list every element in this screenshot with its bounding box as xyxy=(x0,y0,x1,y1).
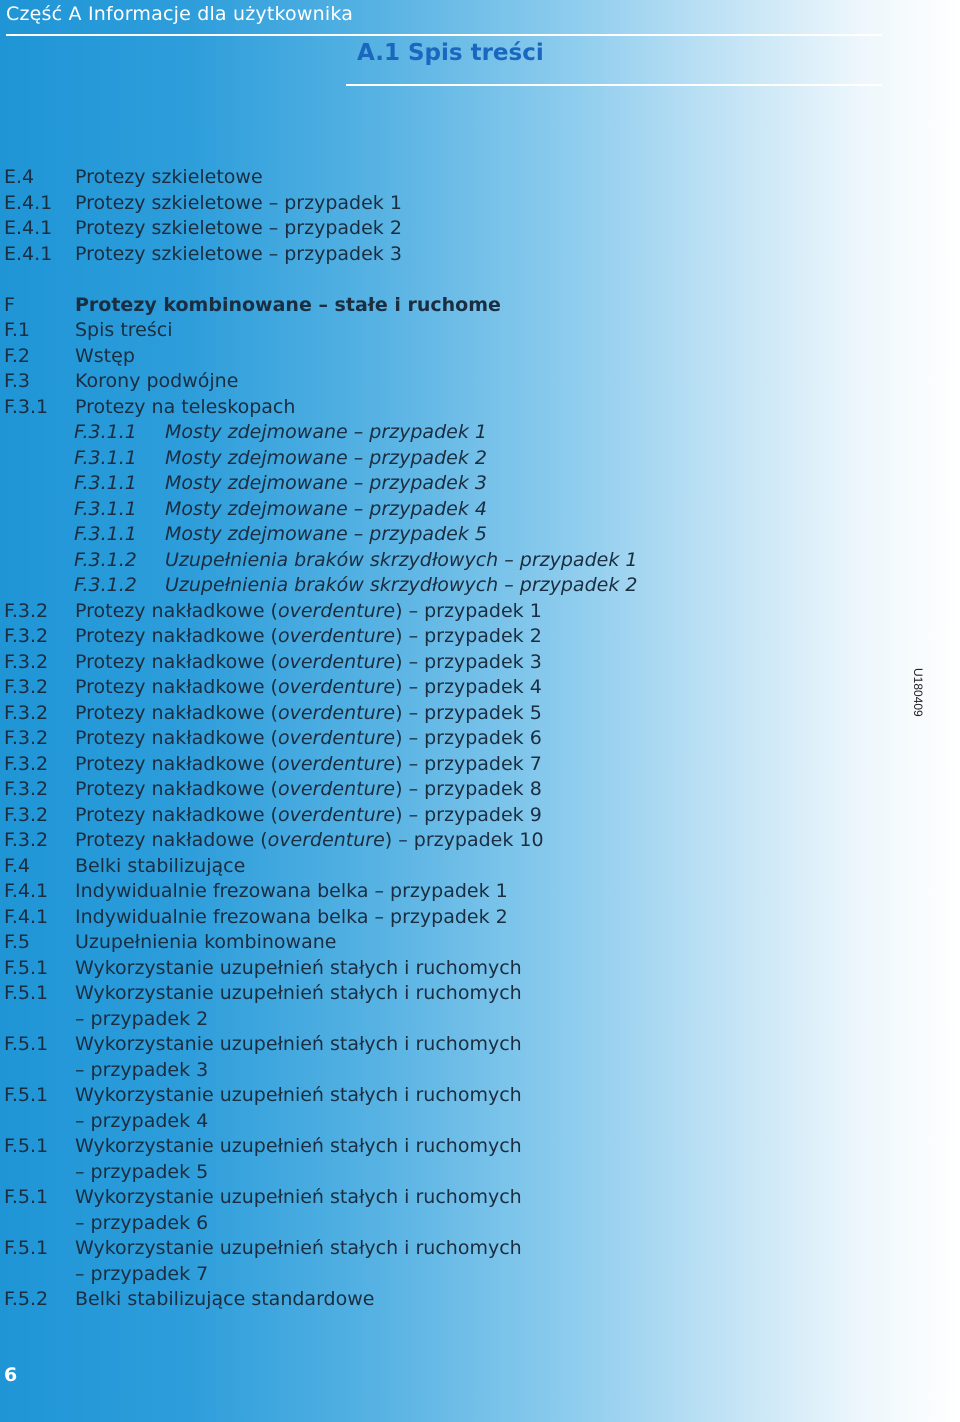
toc-entry-number: F.3.2 xyxy=(4,829,49,851)
toc-entry xyxy=(4,752,904,778)
toc-entry-number: F.3 xyxy=(4,370,31,392)
toc-entry-number: F.3.1.1 xyxy=(74,446,137,469)
toc-entry-number: F.4.1 xyxy=(4,905,49,928)
toc-entry-emphasis: overdenture xyxy=(277,625,396,647)
toc-entry xyxy=(4,905,904,931)
toc-entry-number: F.5.1 xyxy=(4,1186,49,1208)
toc-entry-title: Wykorzystanie uzupełnień stałych i ruchomych xyxy=(75,1186,522,1208)
toc-entry xyxy=(4,1058,904,1084)
toc-entry xyxy=(4,675,904,701)
toc-entry xyxy=(4,293,904,319)
toc-entry-title: Mosty zdejmowane – przypadek 2 xyxy=(165,446,487,469)
toc-entry-title: – przypadek 4 xyxy=(75,1109,209,1132)
toc-entry-emphasis: overdenture xyxy=(267,829,385,851)
toc-entry xyxy=(4,1287,904,1313)
toc-entry-title: Wykorzystanie uzupełnień stałych i ruchomych xyxy=(75,1033,522,1055)
table-of-contents xyxy=(4,165,904,1313)
toc-entry xyxy=(4,1134,904,1160)
toc-entry xyxy=(4,522,904,548)
toc-entry xyxy=(4,879,904,905)
toc-entry-emphasis: overdenture xyxy=(277,650,396,673)
toc-entry-emphasis: overdenture xyxy=(277,803,396,826)
toc-group-e xyxy=(4,165,904,267)
toc-entry-number: F.3.2 xyxy=(4,803,49,826)
toc-entry-title: Protezy nakładkowe (overdenture) – przypadek 8 xyxy=(75,778,542,800)
toc-entry-number: F.2 xyxy=(4,344,31,367)
toc-entry-title: Belki stabilizujące xyxy=(75,854,246,877)
toc-gap xyxy=(4,267,904,293)
toc-entry xyxy=(4,216,904,242)
document-code: U180409 xyxy=(911,668,925,717)
toc-entry-title: Protezy nakładkowe (overdenture) – przypadek 5 xyxy=(75,701,542,724)
toc-entry xyxy=(4,1236,904,1262)
toc-entry xyxy=(4,1185,904,1211)
toc-entry-number: F.3.2 xyxy=(4,676,49,698)
toc-entry-title: Indywidualnie frezowana belka – przypadek 2 xyxy=(75,905,508,928)
toc-entry xyxy=(4,828,904,854)
toc-entry xyxy=(4,573,904,599)
toc-entry xyxy=(4,471,904,497)
toc-entry-title: Protezy szkieletowe xyxy=(75,166,263,188)
page-number: 6 xyxy=(4,1364,18,1386)
toc-entry xyxy=(4,1211,904,1237)
toc-entry-emphasis: overdenture xyxy=(277,752,396,775)
toc-entry xyxy=(4,191,904,217)
toc-entry xyxy=(4,1262,904,1288)
toc-entry-emphasis: overdenture xyxy=(277,701,396,724)
toc-entry-title: Protezy szkieletowe – przypadek 3 xyxy=(75,242,402,265)
toc-entry-number: F.3.1 xyxy=(4,395,49,418)
toc-entry-title: Wstęp xyxy=(75,344,135,367)
toc-entry-title: Mosty zdejmowane – przypadek 4 xyxy=(165,497,487,520)
toc-entry-number: F.3.2 xyxy=(4,778,49,800)
toc-entry-title: Wykorzystanie uzupełnień stałych i ruchomych xyxy=(75,956,522,979)
toc-entry-title: Protezy nakładkowe (overdenture) – przypadek 9 xyxy=(75,803,542,826)
toc-entry-title: Indywidualnie frezowana belka – przypadek 1 xyxy=(75,880,508,902)
toc-entry xyxy=(4,165,904,191)
toc-entry xyxy=(4,956,904,982)
toc-entry xyxy=(4,369,904,395)
toc-entry-number: E.4.1 xyxy=(4,217,53,239)
toc-entry-number: F.5.1 xyxy=(4,1033,49,1055)
toc-entry-title: Korony podwójne xyxy=(75,370,239,392)
toc-entry-title: Protezy nakładkowe (overdenture) – przypadek 1 xyxy=(75,599,542,622)
toc-entry-number: F.3.2 xyxy=(4,650,49,673)
toc-entry-title: Uzupełnienia kombinowane xyxy=(75,931,337,953)
toc-entry xyxy=(4,395,904,421)
toc-entry-title: Mosty zdejmowane – przypadek 5 xyxy=(165,523,487,545)
toc-entry-emphasis: overdenture xyxy=(277,778,396,800)
toc-entry-title: Belki stabilizujące standardowe xyxy=(75,1288,375,1310)
toc-entry-title: Wykorzystanie uzupełnień stałych i ruchomych xyxy=(75,982,522,1004)
toc-entry xyxy=(4,344,904,370)
toc-entry-title: Spis treści xyxy=(75,319,173,341)
toc-entry-number: F.1 xyxy=(4,319,31,341)
toc-entry-title: Wykorzystanie uzupełnień stałych i ruchomych xyxy=(75,1084,522,1106)
toc-entry-title: Protezy nakładkowe (overdenture) – przypadek 2 xyxy=(75,625,542,647)
toc-entry-number: F.3.2 xyxy=(4,625,49,647)
toc-entry xyxy=(4,701,904,727)
toc-entry-emphasis: overdenture xyxy=(277,676,396,698)
toc-entry-number: F.3.1.1 xyxy=(74,421,137,443)
toc-entry xyxy=(4,726,904,752)
toc-entry xyxy=(4,420,904,446)
header-rule-top xyxy=(6,34,882,36)
toc-entry-title: – przypadek 6 xyxy=(75,1211,209,1234)
toc-entry xyxy=(4,599,904,625)
toc-entry-title: Protezy szkieletowe – przypadek 2 xyxy=(75,217,402,239)
toc-entry-title: Protezy nakładowe (overdenture) – przypadek 10 xyxy=(75,829,544,851)
toc-entry xyxy=(4,1032,904,1058)
toc-entry-number: F.3.1.2 xyxy=(74,574,137,596)
toc-entry-title: Protezy nakładkowe (overdenture) – przypadek 6 xyxy=(75,727,542,749)
page-title: A.1 Spis treści xyxy=(357,40,544,66)
toc-entry xyxy=(4,650,904,676)
toc-entry-number: F.5.1 xyxy=(4,1084,49,1106)
toc-entry xyxy=(4,624,904,650)
toc-entry-number: F.3.1.1 xyxy=(74,523,137,545)
toc-entry-number: F.5 xyxy=(4,931,31,953)
toc-entry-title: Mosty zdejmowane – przypadek 3 xyxy=(165,472,487,494)
toc-entry-title: Protezy kombinowane – stałe i ruchome xyxy=(75,293,501,316)
toc-entry-title: – przypadek 5 xyxy=(75,1160,209,1183)
toc-entry xyxy=(4,777,904,803)
toc-entry xyxy=(4,446,904,472)
toc-entry-number: F.4 xyxy=(4,854,31,877)
toc-entry xyxy=(4,930,904,956)
toc-entry-number: F.3.2 xyxy=(4,752,49,775)
toc-entry-emphasis: overdenture xyxy=(277,599,396,622)
toc-entry-title: – przypadek 3 xyxy=(75,1058,209,1081)
toc-entry-number: F xyxy=(4,293,15,316)
toc-entry xyxy=(4,318,904,344)
toc-entry xyxy=(4,1083,904,1109)
toc-entry-emphasis: overdenture xyxy=(277,727,396,749)
toc-entry-title: Mosty zdejmowane – przypadek 1 xyxy=(165,421,487,443)
toc-entry-number: F.5.2 xyxy=(4,1288,49,1310)
toc-entry-number: F.4.1 xyxy=(4,880,49,902)
toc-entry-number: F.3.1.2 xyxy=(74,548,137,571)
toc-entry-title: Protezy nakładkowe (overdenture) – przypadek 4 xyxy=(75,676,542,698)
toc-entry xyxy=(4,1109,904,1135)
toc-entry-title: – przypadek 2 xyxy=(75,1007,209,1030)
toc-entry-title: Wykorzystanie uzupełnień stałych i ruchomych xyxy=(75,1135,522,1157)
toc-entry xyxy=(4,242,904,268)
toc-entry-title: Protezy nakładkowe (overdenture) – przypadek 3 xyxy=(75,650,542,673)
toc-entry-number: F.5.1 xyxy=(4,982,49,1004)
toc-entry-number: F.3.2 xyxy=(4,701,49,724)
toc-entry-title: Protezy nakładkowe (overdenture) – przypadek 7 xyxy=(75,752,542,775)
toc-entry-number: F.5.1 xyxy=(4,1135,49,1157)
toc-entry-title: Protezy na teleskopach xyxy=(75,395,296,418)
toc-entry-title: – przypadek 7 xyxy=(75,1262,209,1285)
toc-entry-number: F.3.2 xyxy=(4,727,49,749)
toc-group-f xyxy=(4,293,904,1313)
toc-entry xyxy=(4,803,904,829)
toc-entry xyxy=(4,1160,904,1186)
header-rule-bottom xyxy=(346,84,882,86)
toc-entry xyxy=(4,548,904,574)
section-header: Część A Informacje dla użytkownika xyxy=(6,3,354,25)
toc-entry xyxy=(4,981,904,1007)
toc-entry-number: F.5.1 xyxy=(4,1237,49,1259)
toc-entry-title: Uzupełnienia braków skrzydłowych – przypadek 2 xyxy=(165,574,638,596)
toc-entry-number: F.3.2 xyxy=(4,599,49,622)
toc-entry-title: Uzupełnienia braków skrzydłowych – przypadek 1 xyxy=(165,548,638,571)
toc-entry-number: E.4.1 xyxy=(4,242,53,265)
toc-entry-number: E.4.1 xyxy=(4,191,53,214)
toc-entry xyxy=(4,854,904,880)
toc-entry-number: E.4 xyxy=(4,166,35,188)
toc-entry xyxy=(4,1007,904,1033)
toc-entry-number: F.5.1 xyxy=(4,956,49,979)
toc-entry-number: F.3.1.1 xyxy=(74,472,137,494)
toc-entry xyxy=(4,497,904,523)
toc-entry-number: F.3.1.1 xyxy=(74,497,137,520)
toc-entry-title: Protezy szkieletowe – przypadek 1 xyxy=(75,191,402,214)
toc-entry-title: Wykorzystanie uzupełnień stałych i ruchomych xyxy=(75,1237,522,1259)
